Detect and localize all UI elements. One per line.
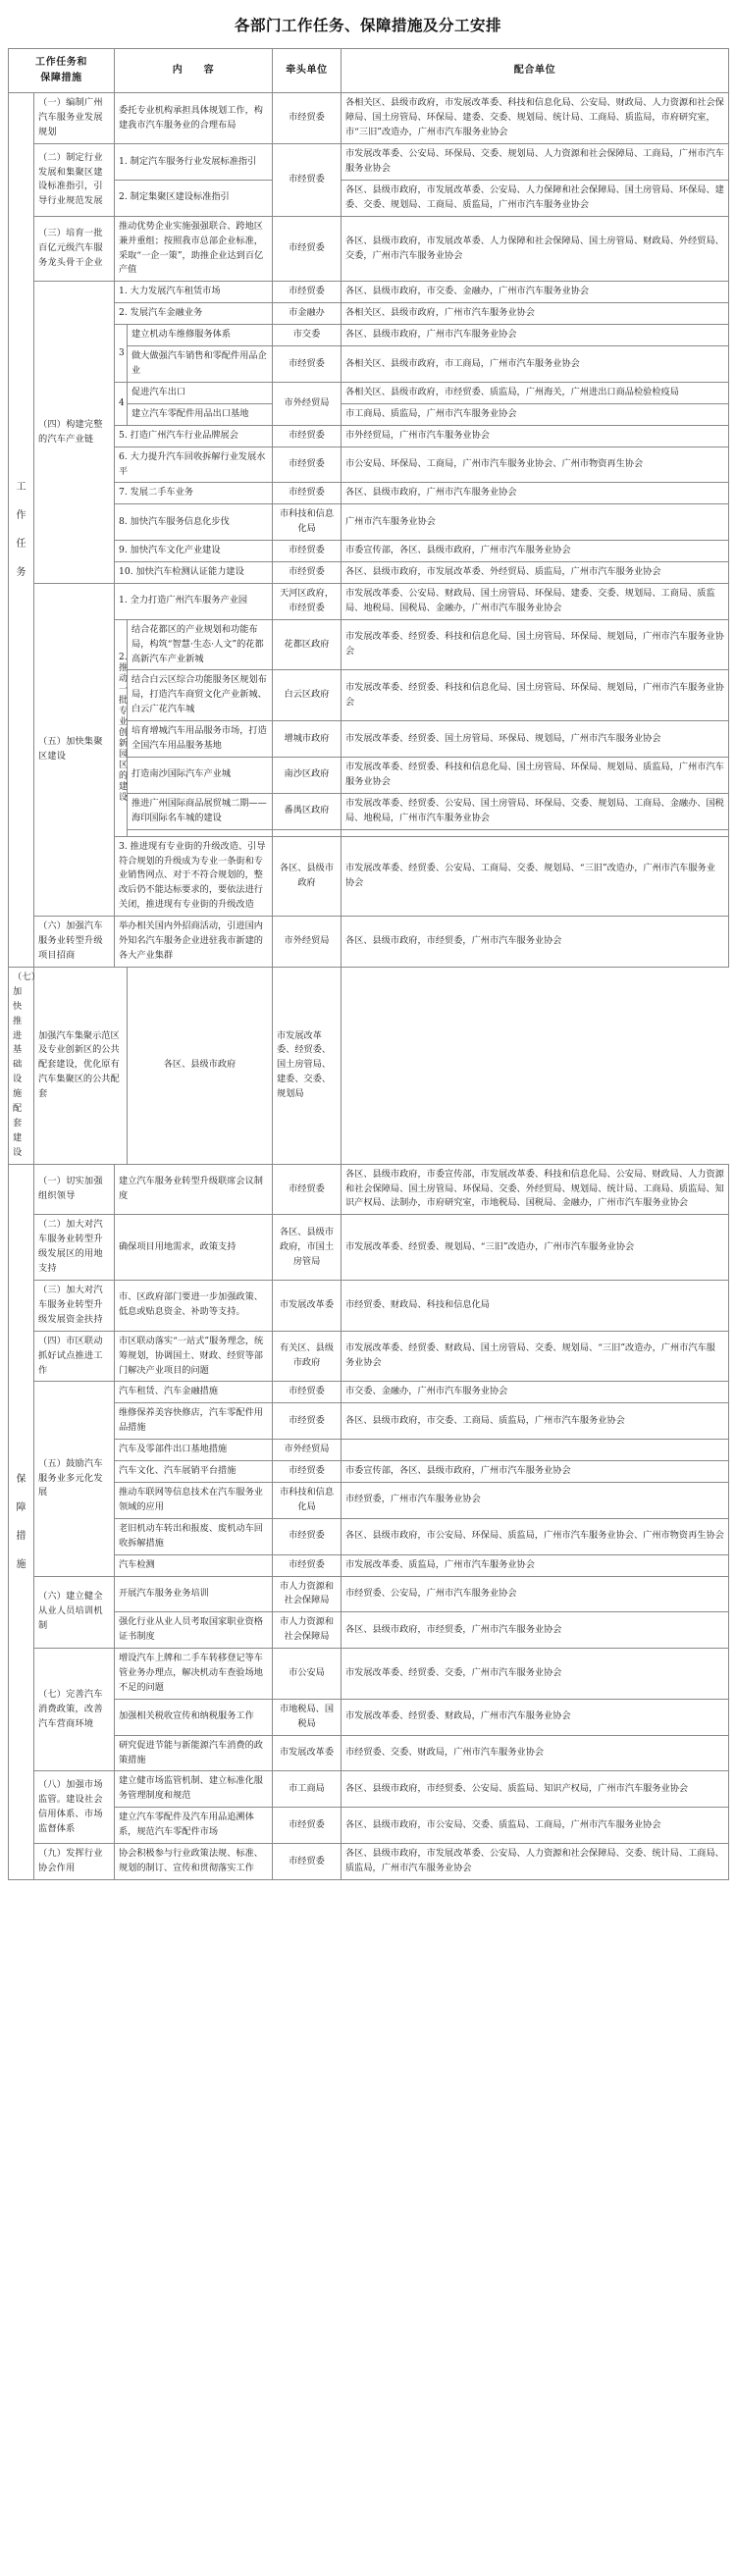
coop-cell: 市工商局、质监局，广州市汽车服务业协会: [342, 403, 729, 425]
coop-cell: 各区、县级市政府，市发展改革委、人力保障和社会保障局、国土房管局、财政局、外经贸局、交委，广州市汽车服务业协会: [342, 216, 729, 282]
coop-cell: 各相关区、县级市政府，市经贸委、质监局，广州海关，广州进出口商品检验检疫局: [342, 382, 729, 403]
lead-cell: 各区、县级市政府: [128, 967, 273, 1164]
table-row: [9, 1281, 729, 1332]
content-cell: 培育增城汽车用品服务市场，打造全国汽车用品服务基地: [128, 721, 273, 758]
lead-cell: 市人力资源和社会保障局: [273, 1576, 342, 1612]
coop-cell: 市发展改革委、经贸委、国土房管局、环保局、规划局，广州市汽车服务业协会: [342, 721, 729, 758]
content-cell: 维修保养美容快修店，汽车零配件用品措施: [115, 1403, 273, 1440]
lead-cell: 市公安局: [273, 1649, 342, 1700]
content-cell: 推进广州国际商品展贸城二期——海印国际名车城的建设: [128, 793, 273, 829]
coop-cell: 市发展改革委、经贸委、交委，广州市汽车服务业协会: [342, 1649, 729, 1700]
coop-cell: 市发展改革委、公安局、财政局、国土房管局、环保局、建委、交委、规划局、工商局、质监局、地税局、国税局、金融办，广州市汽车服务业协会: [342, 583, 729, 619]
lead-cell: 市外经贸局: [273, 1440, 342, 1461]
sub-char-12: 设: [119, 792, 129, 803]
lead-cell: 市经贸委: [273, 1403, 342, 1440]
table-row: [9, 1735, 729, 1771]
sub-number-vertical-cell: [115, 619, 128, 836]
coop-cell: 各区、县级市政府，广州市汽车服务业协会: [342, 325, 729, 346]
lead-cell-spacer: [273, 829, 342, 836]
table-row: [9, 325, 729, 346]
sub-char-5: 业: [119, 716, 129, 727]
coop-cell: 市交委、金融办，广州市汽车服务业协会: [342, 1382, 729, 1403]
task-cell: （六）建立健全从业人员培训机制: [34, 1576, 115, 1649]
lead-cell: 市经贸委: [273, 1844, 342, 1880]
column-header-task-line1: 工作任务和: [35, 57, 87, 68]
lead-cell: 市经贸委: [273, 447, 342, 483]
table-row: [9, 504, 729, 541]
task-cell: （三）加大对汽车服务业转型升级发展资金扶持: [34, 1281, 115, 1332]
task-cell: （一）编制广州汽车服务业发展规划: [34, 93, 115, 144]
content-cell: 1. 全力打造广州汽车服务产业园: [115, 583, 273, 619]
group-label-char-1: 作: [16, 510, 26, 522]
content-cell: 建立汽车服务业转型升级联席会议制度: [115, 1164, 273, 1215]
coop-cell: 市公安局、环保局、工商局，广州市汽车服务业协会、广州市物资再生协会: [342, 447, 729, 483]
group-label-work-tasks: [9, 93, 34, 968]
lead-cell: 市经贸委: [273, 1518, 342, 1554]
content-cell: 开展汽车服务业务培训: [115, 1576, 273, 1612]
sub-char-4: 专: [119, 706, 129, 716]
table-header: [9, 49, 729, 93]
table-row: [9, 1771, 729, 1808]
table-body: [9, 93, 729, 1880]
table-row: [9, 1554, 729, 1576]
sub-char-2: 一: [119, 684, 129, 695]
table-row: [9, 836, 729, 917]
content-cell: 建立健市场监管机制、建立标准化服务管理制度和规范: [115, 1771, 273, 1808]
lead-cell: 市工商局: [273, 1771, 342, 1808]
content-cell: 结合花都区的产业规划和功能布局，构筑“智慧·生态·人文”的花都高新汽车产业新城: [128, 619, 273, 670]
sub-char-6: 创: [119, 727, 129, 738]
coop-cell: 各相关区、县级市政府，市工商局，广州市汽车服务业协会: [342, 346, 729, 383]
coop-cell: 市外经贸局，广州市汽车服务业协会: [342, 425, 729, 447]
coop-cell: 各区、县级市政府，市交委、工商局、质监局，广州市汽车服务业协会: [342, 1403, 729, 1440]
table-row: [9, 483, 729, 504]
content-cell: 老旧机动车转出和报废、废机动车回收拆解措施: [115, 1518, 273, 1554]
content-cell: 加强汽车集聚示范区及专业创新区的公共配套建设，优化原有汽车集聚区的公共配套: [34, 967, 128, 1164]
content-cell: 2. 发展汽车金融业务: [115, 303, 273, 325]
table-row: [9, 1164, 729, 1215]
content-cell: 市区联动落实“一站式”服务理念，统筹规划，协调国土、财政、经贸等部门解决产业项目的问题: [115, 1331, 273, 1382]
lead-cell: 市经贸委: [273, 1461, 342, 1483]
table-row: [9, 425, 729, 447]
lead-cell: 增城市政府: [273, 721, 342, 758]
task-cell: （五）加快集聚区建设: [34, 583, 115, 916]
lead-cell: 市经贸委: [273, 425, 342, 447]
content-cell: 建立机动车维修服务体系: [128, 325, 273, 346]
content-cell: 确保项目用地需求，政策支持: [115, 1215, 273, 1281]
coop-cell: 各区、县级市政府，广州市汽车服务业协会: [342, 483, 729, 504]
group-label-char-0: 工: [16, 482, 26, 494]
column-header-coop: 配合单位: [342, 49, 729, 93]
task-cell: （八）加强市场监管。建设社会信用体系、市场监督体系: [34, 1771, 115, 1844]
content-cell: 6. 大力提升汽车回收拆解行业发展水平: [115, 447, 273, 483]
coop-cell-spacer: [342, 829, 729, 836]
table-row: [9, 1482, 729, 1518]
sub-char-8: 园: [119, 749, 129, 760]
task-cell: （五）鼓励汽车服务业多元化发展: [34, 1382, 115, 1576]
content-cell: 1. 制定汽车服务行业发展标准指引: [115, 144, 273, 181]
coop-cell: 各区、县级市政府，市交委、金融办，广州市汽车服务业协会: [342, 282, 729, 303]
content-cell: 建立汽车零配件用品出口基地: [128, 403, 273, 425]
lead-cell: 市经贸委: [273, 541, 342, 562]
lead-cell: 市发展改革委: [273, 1281, 342, 1332]
group-label-char-2: 任: [16, 539, 26, 551]
sub-char-11: 建: [119, 781, 129, 792]
lead-cell: 市经贸委: [273, 144, 342, 217]
content-cell: 结合白云区综合功能服务区规划布局，打造汽车商贸文化产业新城、白云广花汽车城: [128, 670, 273, 721]
task-cell: （一）切实加强组织领导: [34, 1164, 115, 1215]
task-cell: （七）完善汽车消费政策，改善汽车营商环境: [34, 1649, 115, 1771]
lead-cell: 市经贸委: [273, 216, 342, 282]
coop-cell: 各区、县级市政府，市委宣传部，市发展改革委、科技和信息化局、公安局、财政局、人力资源和社会保障局、国土房管局、环保局、交委、外经贸局、规划局、统计局、工商局、质监局、知识产权局、法制办，市府研究室，市地税局、国税局、金融办，广州市汽车服务业协会: [342, 1164, 729, 1215]
lead-cell: 番禺区政府: [273, 793, 342, 829]
table-row: [9, 1403, 729, 1440]
content-cell: 打造南沙国际汽车产业城: [128, 758, 273, 794]
content-cell: 5. 打造广州汽车行业品牌展会: [115, 425, 273, 447]
content-cell: 1. 大力发展汽车租赁市场: [115, 282, 273, 303]
lead-cell: 市经贸委: [273, 1382, 342, 1403]
content-cell: 汽车租赁、汽车金融措施: [115, 1382, 273, 1403]
lead-cell: 市经贸委: [273, 93, 342, 144]
coop-cell: 市发展改革委、经贸委、规划局、“三旧”改造办，广州市汽车服务业协会: [342, 1215, 729, 1281]
group-label-char-3: 施: [16, 1558, 26, 1570]
content-cell-spacer: [128, 829, 273, 836]
lead-cell: 南沙区政府: [273, 758, 342, 794]
column-header-task: [9, 49, 115, 93]
content-cell: 9. 加快汽车文化产业建设: [115, 541, 273, 562]
sub-char-10: 的: [119, 770, 129, 781]
coop-cell: 市发展改革委、质监局，广州市汽车服务业协会: [342, 1554, 729, 1576]
sub-number: 2.: [119, 652, 128, 662]
sub-char-0: 推: [119, 662, 129, 673]
table-row: [9, 1649, 729, 1700]
coop-cell: 市经贸委、公安局，广州市汽车服务业协会: [342, 1576, 729, 1612]
coop-cell: 市经贸委、财政局、科技和信息化局: [342, 1281, 729, 1332]
coop-cell: 市发展改革委、经贸委、科技和信息化局、国土房管局、环保局、规划局、质监局，广州市汽车服务业协会: [342, 758, 729, 794]
table-row: [9, 967, 729, 1164]
coop-cell: 市发展改革委、经贸委、财政局、国土房管局、交委、规划局、“三旧”改造办，广州市汽车服务业协会: [342, 1331, 729, 1382]
content-cell: 7. 发展二手车业务: [115, 483, 273, 504]
table-row: [9, 447, 729, 483]
coop-cell: 各相关区、县级市政府，市发展改革委、科技和信息化局、公安局、财政局、人力资源和社会保障局、国土房管局、环保局、建委、交委、规划局、统计局、工商局、质监局，市府研究室，市“三旧”改造办，广州市汽车服务业协会: [342, 93, 729, 144]
content-cell: 增设汽车上牌和二手车转移登记等车管业务办理点，解决机动车查验场地不足的问题: [115, 1649, 273, 1700]
coop-cell: 各区、县级市政府，市公安局、环保局、质监局，广州市汽车服务业协会、广州市物资再生协会: [342, 1518, 729, 1554]
coop-cell: 市发展改革委、公安局、环保局、交委、规划局、人力资源和社会保障局、工商局，广州市汽车服务业协会: [342, 144, 729, 181]
table-row: [9, 382, 729, 403]
sub-char-9: 区: [119, 760, 129, 770]
table-row: [9, 1808, 729, 1844]
task-cell: （二）制定行业发展和集聚区建设标准指引，引导行业规范发展: [34, 144, 115, 217]
lead-cell: 市科技和信息化局: [273, 504, 342, 541]
group-label-guarantee-measures: [9, 1164, 34, 1879]
coop-cell: 市发展改革委、经贸委、财政局，广州市汽车服务业协会: [342, 1699, 729, 1735]
table-row: [9, 1576, 729, 1612]
coop-cell: 广州市汽车服务业协会: [342, 504, 729, 541]
task-cell: （三）培育一批百亿元级汽车服务龙头骨干企业: [34, 216, 115, 282]
lead-cell: 市人力资源和社会保障局: [273, 1612, 342, 1649]
lead-cell: 白云区政府: [273, 670, 342, 721]
coop-cell: 市经贸委、交委、财政局，广州市汽车服务业协会: [342, 1735, 729, 1771]
lead-cell: 天河区政府，市经贸委: [273, 583, 342, 619]
table-row: [9, 583, 729, 619]
coop-cell: 各区、县级市政府，市公安局、交委、质监局、工商局，广州市汽车服务业协会: [342, 1808, 729, 1844]
content-cell: 举办相关国内外招商活动，引进国内外知名汽车服务企业进驻我市新建的各大产业集群: [115, 917, 273, 968]
table-row: [9, 1382, 729, 1403]
sub-number-cell: 3: [115, 325, 128, 383]
table-row: [9, 93, 729, 144]
sub-char-7: 新: [119, 738, 129, 749]
column-header-lead: 牵头单位: [273, 49, 342, 93]
sub-number-cell: 4: [115, 382, 128, 425]
lead-cell: 市经贸委: [273, 1164, 342, 1215]
content-cell: 推动车联网等信息技术在汽车服务业领域的应用: [115, 1482, 273, 1518]
content-cell: 促进汽车出口: [128, 382, 273, 403]
table-row: [9, 1612, 729, 1649]
header-row: [9, 49, 729, 93]
lead-cell: 市经贸委: [273, 483, 342, 504]
content-cell: 研究促进节能与新能源汽车消费的政策措施: [115, 1735, 273, 1771]
coop-cell: 各区、县级市政府，市发展改革委、公安局、人力保障和社会保障局、国土房管局、环保局、建委、交委、规划局、工商局、质监局，广州市汽车服务业协会: [342, 180, 729, 216]
table-row: [9, 1844, 729, 1880]
lead-cell: 市经贸委: [273, 1808, 342, 1844]
content-cell: 2. 制定集聚区建设标准指引: [115, 180, 273, 216]
table-row: [9, 562, 729, 584]
coop-cell: 各区、县级市政府，市经贸委、公安局、质监局、知识产权局，广州市汽车服务业协会: [342, 1771, 729, 1808]
table-row: [9, 619, 729, 670]
task-cell: （四）构建完整的汽车产业链: [34, 282, 115, 584]
table-row: [9, 1518, 729, 1554]
column-header-task-line2: 保障措施: [40, 73, 82, 84]
assignment-table: [8, 48, 729, 1880]
lead-cell: 市科技和信息化局: [273, 1482, 342, 1518]
lead-cell: 市发展改革委: [273, 1735, 342, 1771]
coop-cell: 市发展改革委、经贸委、科技和信息化局、国土房管局、环保局、规划局，广州市汽车服务业协会: [342, 619, 729, 670]
coop-cell: [342, 1440, 729, 1461]
content-cell: 3. 推进现有专业街的升级改造、引导符合规划的升级成为专业一条街和专业销售网点、对于不符合规划的，整改后仍不能达标要求的，要依法进行关闭，推进现有专业街的升级改造: [115, 836, 273, 917]
content-cell: 协会积极参与行业政策法规、标准、规划的制订、宣传和贯彻落实工作: [115, 1844, 273, 1880]
table-row: [9, 1331, 729, 1382]
lead-cell: 各区、县级市政府，市国土房管局: [273, 1215, 342, 1281]
content-cell: 做大做强汽车销售和零配件用品企业: [128, 346, 273, 383]
coop-cell: 市发展改革委、经贸委、国土房管局、建委、交委、规划局: [273, 967, 342, 1164]
lead-cell: 花都区政府: [273, 619, 342, 670]
lead-cell: 各区、县级市政府: [273, 836, 342, 917]
content-cell: 10. 加快汽车检测认证能力建设: [115, 562, 273, 584]
coop-cell: 市发展改革委、经贸委、公安局、国土房管局、环保局、交委、规划局、工商局、金融办、国税局、地税局，广州市汽车服务业协会: [342, 793, 729, 829]
task-cell: （七）加快推进基础设施配套建设: [9, 967, 34, 1164]
lead-cell: 市经贸委: [273, 562, 342, 584]
content-cell: 强化行业从业人员考取国家职业资格证书制度: [115, 1612, 273, 1649]
coop-cell: 各区、县级市政府，市发展改革委、外经贸局、质监局，广州市汽车服务业协会: [342, 562, 729, 584]
content-cell: 加强相关税收宣传和纳税服务工作: [115, 1699, 273, 1735]
lead-cell: 市交委: [273, 325, 342, 346]
content-cell: 委托专业机构承担具体规划工作，构建我市汽车服务业的合理布局: [115, 93, 273, 144]
table-row: [9, 1461, 729, 1483]
group-label-char-2: 措: [16, 1530, 26, 1542]
coop-cell: 各区、县级市政府，市经贸委，广州市汽车服务业协会: [342, 1612, 729, 1649]
lead-cell: 有关区、县级市政府: [273, 1331, 342, 1382]
content-cell: 市、区政府部门要进一步加强政策、低息或贴息资金、补助等支持。: [115, 1281, 273, 1332]
sub-char-3: 批: [119, 695, 129, 706]
coop-cell: 市发展改革委、经贸委、公安局、工商局、交委、规划局、“三旧”改造办，广州市汽车服务业协会: [342, 836, 729, 917]
lead-cell: 市经贸委: [273, 1554, 342, 1576]
table-row: [9, 303, 729, 325]
content-cell: 汽车文化、汽车展销平台措施: [115, 1461, 273, 1483]
coop-cell: 市发展改革委、经贸委、科技和信息化局、国土房管局、环保局、规划局，广州市汽车服务业协会: [342, 670, 729, 721]
content-cell: 推动优势企业实施强强联合、跨地区兼并重组；按照我市总部企业标准，采取“一企一策”，助推企业达到百亿产值: [115, 216, 273, 282]
table-row: [9, 917, 729, 968]
lead-cell: 市经贸委: [273, 282, 342, 303]
group-label-char-1: 障: [16, 1501, 26, 1513]
page-title: 各部门工作任务、保障措施及分工安排: [234, 16, 501, 34]
lead-cell: 市外经贸局: [273, 382, 342, 425]
table-row: [9, 541, 729, 562]
group-label-char-0: 保: [16, 1473, 26, 1485]
lead-cell: 市经贸委: [273, 346, 342, 383]
task-cell: （四）市区联动抓好试点推进工作: [34, 1331, 115, 1382]
coop-cell: 市经贸委，广州市汽车服务业协会: [342, 1482, 729, 1518]
task-cell: （六）加强汽车服务业转型升级项目招商: [34, 917, 115, 968]
content-cell: 建立汽车零配件及汽车用品追溯体系，规范汽车零配件市场: [115, 1808, 273, 1844]
coop-cell: 市委宣传部，各区、县级市政府，广州市汽车服务业协会: [342, 1461, 729, 1483]
lead-cell: 市外经贸局: [273, 917, 342, 968]
content-cell: 汽车及零部件出口基地措施: [115, 1440, 273, 1461]
coop-cell: 市委宣传部，各区、县级市政府，广州市汽车服务业协会: [342, 541, 729, 562]
table-row: [9, 1440, 729, 1461]
column-header-content: 内 容: [115, 49, 273, 93]
lead-cell: 市金融办: [273, 303, 342, 325]
content-cell: 8. 加快汽车服务信息化步伐: [115, 504, 273, 541]
task-cell: （九）发挥行业协会作用: [34, 1844, 115, 1880]
table-row: [9, 1215, 729, 1281]
table-row: [9, 180, 729, 216]
table-row: [9, 282, 729, 303]
group-label-char-3: 务: [16, 567, 26, 579]
coop-cell: 各区、县级市政府，市发展改革委、公安局、人力资源和社会保障局、交委、统计局、工商局、质监局，广州市汽车服务业协会: [342, 1844, 729, 1880]
coop-cell: 各相关区、县级市政府，广州市汽车服务业协会: [342, 303, 729, 325]
table-row: [9, 1699, 729, 1735]
task-cell: （二）加大对汽车服务业转型升级发展区的用地支持: [34, 1215, 115, 1281]
sub-char-1: 动: [119, 673, 129, 684]
lead-cell: 市地税局、国税局: [273, 1699, 342, 1735]
table-row: [9, 144, 729, 181]
table-row: [9, 216, 729, 282]
content-cell: 汽车检测: [115, 1554, 273, 1576]
coop-cell: 各区、县级市政府，市经贸委，广州市汽车服务业协会: [342, 917, 729, 968]
